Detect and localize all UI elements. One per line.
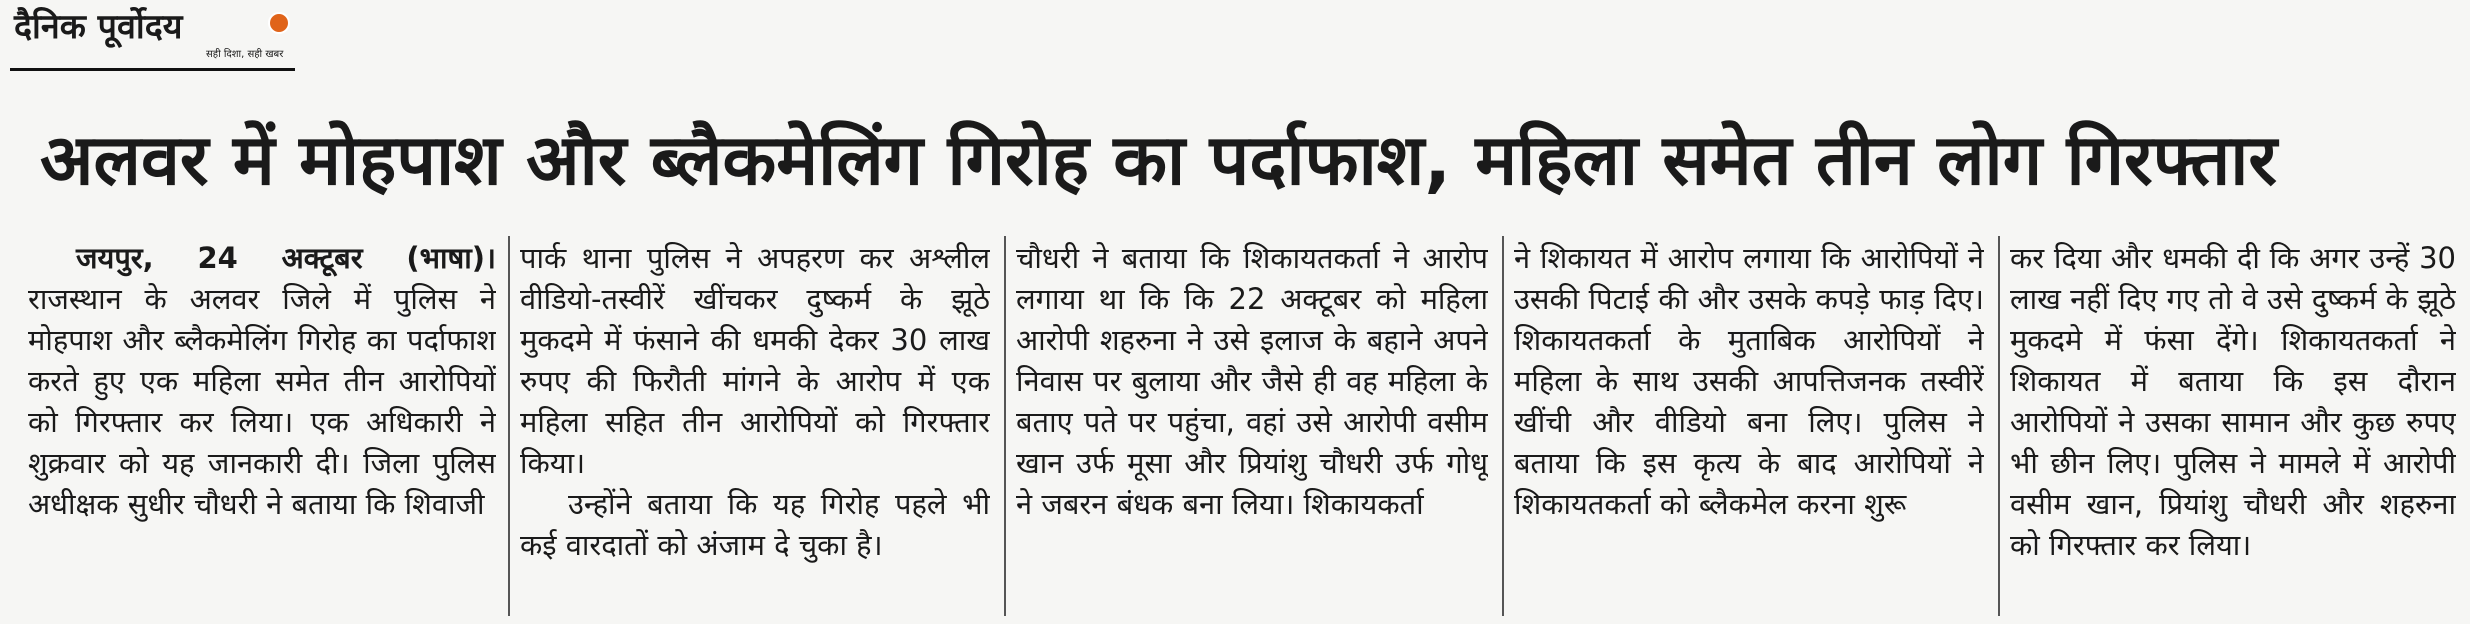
article-paragraph: पार्क थाना पुलिस ने अपहरण कर अश्लील वीडियो-तस्वीरें खींचकर दुष्कर्म के झूठे मुकदमे में फंसाने की धमकी देकर 30 लाख रुपए की फिरौती मांगने के आरोप में एक महिला सहित तीन आरोपियों को गिरफ्तार किया। <box>520 241 990 480</box>
article-column-4 <box>1514 238 1984 624</box>
article-paragraph: कर दिया और धमकी दी कि अगर उन्हें 30 लाख नहीं दिए गए तो वे उसे दुष्कर्म के झूठे मुकदमे में फंसा देंगे। शिकायतकर्ता ने शिकायत में बताया कि इस दौरान आरोपियों ने उसका सामान और कुछ रुपए भी छीन लिए। पुलिस ने मामले में आरोपी वसीम खान, प्रियांशु चौधरी और शहरुना को गिरफ्तार कर लिया। <box>2010 241 2456 562</box>
article-paragraph: चौधरी ने बताया कि शिकायतकर्ता ने आरोप लगाया था कि कि 22 अक्टूबर को महिला आरोपी शहरुना ने उसे इलाज के बहाने अपने निवास पर बुलाया और जैसे ही वह महिला के बताए पते पर पहुंचा, वहां उसे आरोपी वसीम खान उर्फ मूसा और प्रियांशु चौधरी उर्फ गोधू ने जबरन बंधक बना लिया। शिकायकर्ता <box>1016 241 1488 521</box>
article-dateline: जयपुर, 24 अक्टूबर (भाषा)। <box>76 241 496 275</box>
article-column-5 <box>2010 238 2456 624</box>
column-divider <box>1502 236 1504 616</box>
article-paragraph <box>28 238 496 525</box>
article-paragraph <box>520 484 990 566</box>
column-divider <box>1004 236 1006 616</box>
masthead-rule <box>10 68 295 71</box>
article-column-2 <box>520 238 990 624</box>
article-paragraph: ने शिकायत में आरोप लगाया कि आरोपियों ने उसकी पिटाई की और उसके कपड़े फाड़ दिए। शिकायतकर्ता के मुताबिक आरोपियों ने महिला के साथ उसकी आपत्तिजनक तस्वीरें खींची और वीडियो बना लिए। पुलिस ने बताया कि इस कृत्य के बाद आरोपियों ने शिकायतकर्ता को ब्लैकमेल करना शुरू <box>1514 241 1984 521</box>
column-divider <box>1998 236 2000 616</box>
article-headline: अलवर में मोहपाश और ब्लैकमेलिंग गिरोह का पर्दाफाश, महिला समेत तीन लोग गिरफ्तार <box>40 119 2278 201</box>
column-divider <box>508 236 510 616</box>
article-column-3 <box>1016 238 1488 624</box>
masthead-logo-dot-icon <box>268 12 290 34</box>
masthead-name: दैनिक पूर्वोदय <box>14 7 183 47</box>
article-text: उन्होंने बताया कि यह गिरोह पहले भी कई वारदातों को अंजाम दे चुका है। <box>520 487 990 562</box>
masthead-tagline: सही दिशा, सही खबर <box>206 49 284 60</box>
article-text: राजस्थान के अलवर जिले में पुलिस ने मोहपाश और ब्लैकमेलिंग गिरोह का पर्दाफाश करते हुए एक महिला समेत तीन आरोपियों को गिरफ्तार कर लिया। एक अधिकारी ने शुक्रवार को यह जानकारी दी। जिला पुलिस अधीक्षक सुधीर चौधरी ने बताया कि शिवाजी <box>28 282 496 521</box>
masthead <box>10 2 295 74</box>
article-column-1 <box>28 238 496 624</box>
